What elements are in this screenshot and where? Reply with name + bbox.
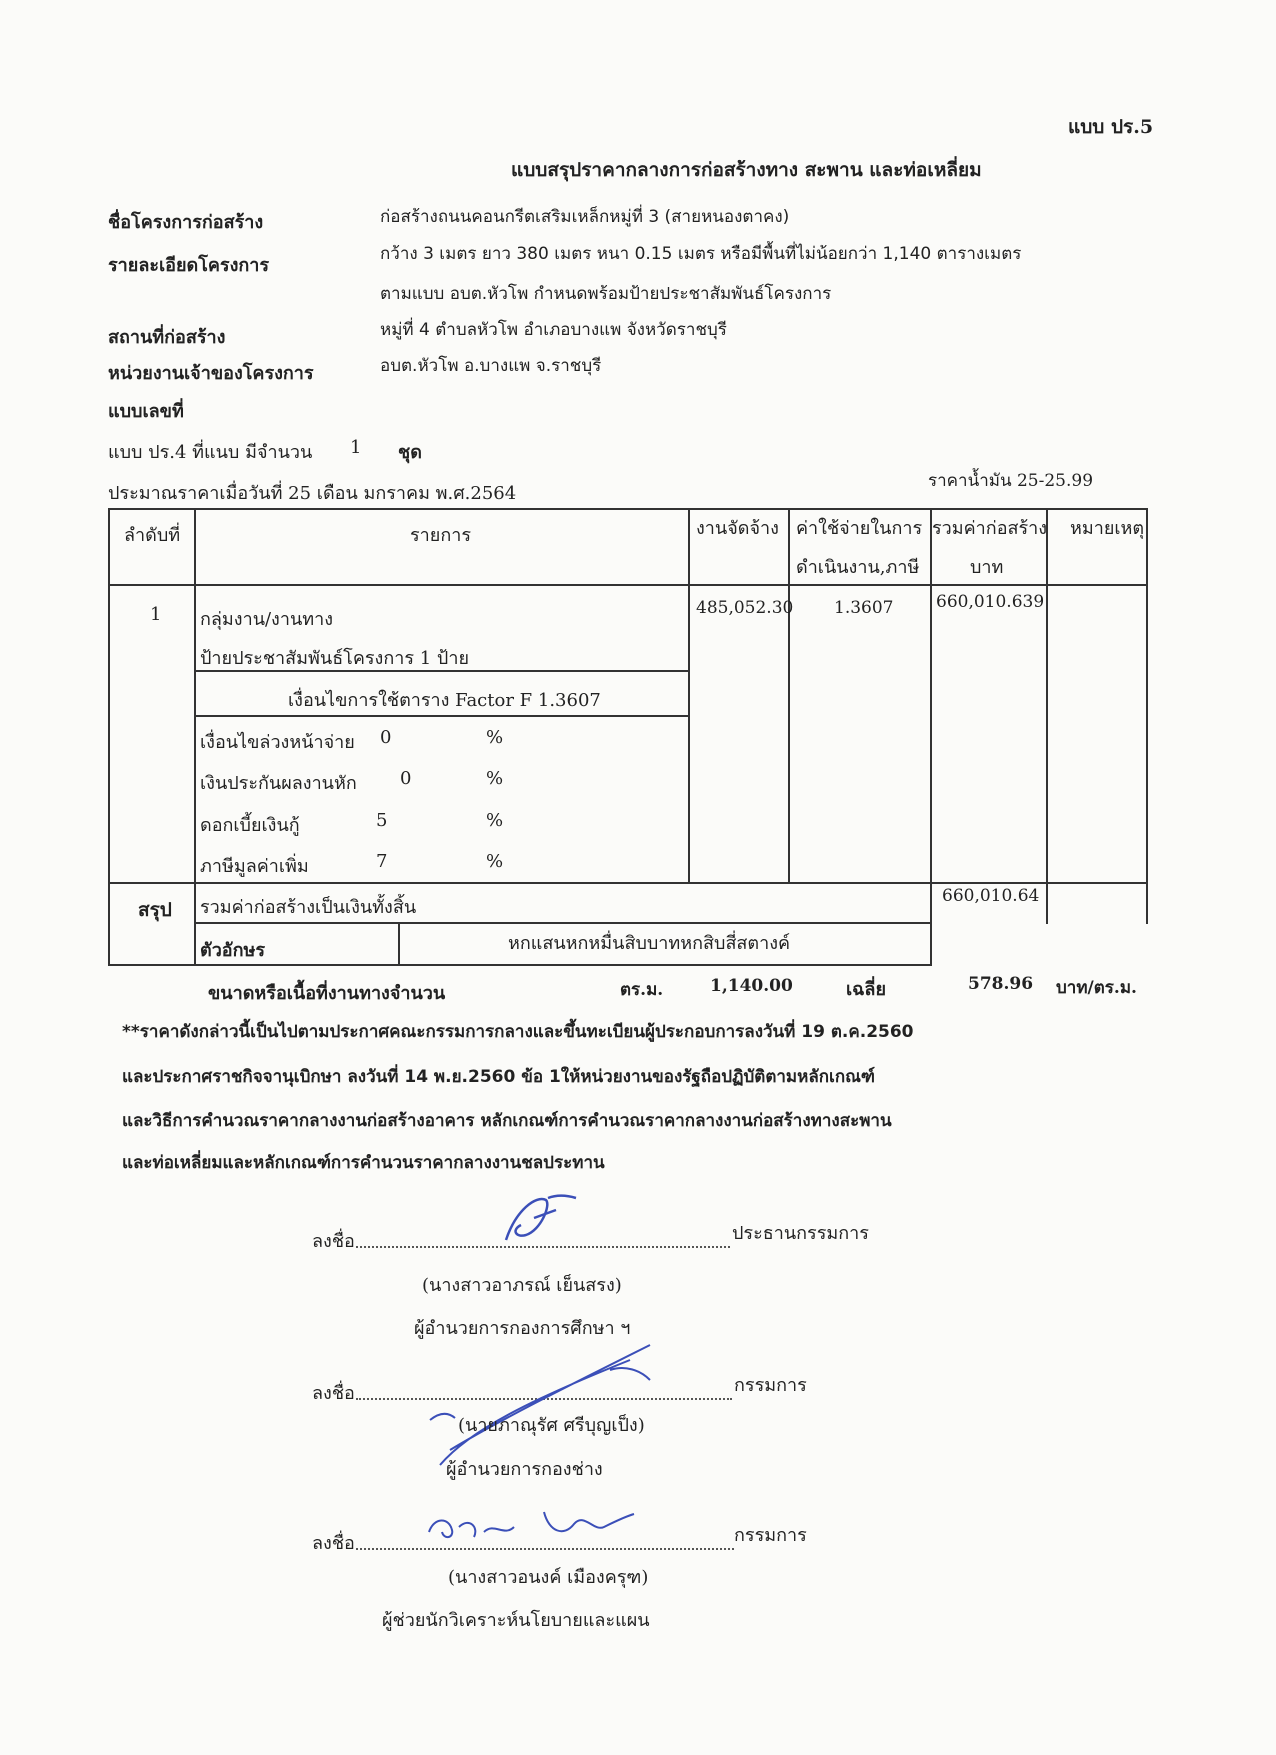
- summary-label: สรุป: [138, 899, 172, 921]
- row-item-1: กลุ่มงาน/งานทาง: [200, 609, 334, 630]
- project-detail-value: กว้าง 3 เมตร ยาว 380 เมตร หนา 0.15 เมตร หรือมีพื้นที่ไม่น้อยกว่า 1,140 ตารางเมตร: [380, 244, 1022, 264]
- signature-mark: [410, 1340, 690, 1470]
- oil-price: ราคาน้ำมัน 25-25.99: [928, 471, 1094, 491]
- signer-position: ผู้อำนวยการกองการศึกษา ฯ: [414, 1318, 631, 1339]
- project-name-label: ชื่อโครงการก่อสร้าง: [108, 212, 264, 233]
- param-unit: %: [486, 727, 504, 748]
- summary-text: รวมค่าก่อสร้างเป็นเงินทั้งสิ้น: [200, 897, 417, 918]
- header-item: รายการ: [410, 525, 471, 546]
- owner-value: อบต.หัวโพ อ.บางแพ จ.ราชบุรี: [380, 356, 602, 376]
- param-unit: %: [486, 851, 504, 872]
- drawing-no-label: แบบเลขที่: [108, 401, 184, 422]
- attachment-count: 1: [350, 437, 362, 458]
- sign-label: ลงชื่อ: [312, 1231, 355, 1252]
- project-detail-value-2: ตามแบบ อบต.หัวโพ กำหนดพร้อมป้ายประชาสัมพันธ์โครงการ: [380, 284, 832, 304]
- param-label: เงื่อนไขล่วงหน้าจ่าย: [200, 732, 355, 753]
- row-contract: 485,052.30: [696, 598, 794, 618]
- header-expense-1: ค่าใช้จ่ายในการ: [796, 518, 923, 539]
- param-unit: %: [486, 768, 504, 789]
- signer-name: (นางสาวอนงค์ เมืองครุฑ): [448, 1567, 649, 1588]
- average-label: เฉลี่ย: [846, 979, 886, 1000]
- area-unit: ตร.ม.: [620, 980, 664, 1000]
- page-title: แบบสรุปราคากลางการก่อสร้างทาง สะพาน และท่อเหลี่ยม: [511, 159, 982, 181]
- header-remark: หมายเหตุ: [1070, 518, 1145, 539]
- param-value: 0: [380, 727, 392, 748]
- signature-mark: [424, 1502, 644, 1552]
- summary-amount: 660,010.64: [942, 886, 1040, 906]
- param-label: เงินประกันผลงานหัก: [200, 773, 357, 794]
- signature-mark: [496, 1190, 586, 1250]
- sign-role: กรรมการ: [734, 1525, 807, 1546]
- header-contract: งานจัดจ้าง: [696, 518, 779, 539]
- param-value: 0: [400, 768, 412, 789]
- param-value: 5: [376, 810, 388, 831]
- header-total-2: บาท: [970, 557, 1004, 578]
- row-total: 660,010.639: [936, 592, 1045, 612]
- project-detail-label: รายละเอียดโครงการ: [108, 255, 270, 276]
- project-name-value: ก่อสร้างถนนคอนกรีตเสริมเหล็กหมู่ที่ 3 (สายหนองตาคง): [380, 207, 790, 227]
- owner-label: หน่วยงานเจ้าของโครงการ: [108, 363, 314, 384]
- area-value: 1,140.00: [710, 976, 793, 996]
- row-no: 1: [150, 604, 162, 625]
- area-label: ขนาดหรือเนื้อที่งานทางจำนวน: [208, 983, 446, 1004]
- estimate-date: ประมาณราคาเมื่อวันที่ 25 เดือน มกราคม พ.ศ.2564: [108, 483, 517, 504]
- signer-position: ผู้ช่วยนักวิเคราะห์นโยบายและแผน: [382, 1610, 650, 1631]
- location-label: สถานที่ก่อสร้าง: [108, 327, 226, 348]
- signer-name: (นางสาวอาภรณ์ เย็นสรง): [422, 1275, 622, 1296]
- average-unit: บาท/ตร.ม.: [1056, 978, 1137, 998]
- note-line: **ราคาดังกล่าวนี้เป็นไปตามประกาศคณะกรรมการกลางและขึ้นทะเบียนผู้ประกอบการลงวันที่ 19 ต.ค.2560: [122, 1022, 914, 1042]
- note-line: และท่อเหลี่ยมและหลักเกณฑ์การคำนวนราคากลางงานชลประทาน: [122, 1153, 605, 1173]
- location-value: หมู่ที่ 4 ตำบลหัวโพ อำเภอบางแพ จังหวัดราชบุรี: [380, 320, 727, 340]
- row-factor: 1.3607: [834, 598, 894, 618]
- sign-role: กรรมการ: [734, 1375, 807, 1396]
- signer-name: (นายภาณุรัศ ศรีบุญเป็ง): [458, 1415, 645, 1436]
- attachment-unit: ชุด: [398, 442, 422, 463]
- average-value: 578.96: [968, 974, 1034, 994]
- sign-label: ลงชื่อ: [312, 1383, 355, 1404]
- form-code: แบบ ปร.5: [1068, 116, 1154, 138]
- row-item-2: ป้ายประชาสัมพันธ์โครงการ 1 ป้าย: [200, 648, 469, 669]
- amount-in-words: หกแสนหกหมื่นสิบบาทหกสิบสี่สตางค์: [508, 933, 791, 954]
- param-label: ภาษีมูลค่าเพิ่ม: [200, 856, 309, 877]
- header-total-1: รวมค่าก่อสร้าง: [932, 518, 1048, 539]
- param-label: ดอกเบี้ยเงินกู้: [200, 815, 300, 836]
- factor-condition: เงื่อนไขการใช้ตาราง Factor F 1.3607: [288, 690, 601, 711]
- note-line: และประกาศราชกิจจานุเบิกษา ลงวันที่ 14 พ.ย.2560 ข้อ 1ให้หน่วยงานของรัฐถือปฏิบัติตามหลักเกณฑ์: [122, 1067, 876, 1087]
- param-unit: %: [486, 810, 504, 831]
- attachment-text: แบบ ปร.4 ที่แนบ มีจำนวน: [108, 442, 313, 463]
- header-no: ลำดับที่: [124, 525, 181, 546]
- sign-label: ลงชื่อ: [312, 1533, 355, 1554]
- words-label: ตัวอักษร: [200, 940, 266, 961]
- param-value: 7: [376, 851, 388, 872]
- sign-role: ประธานกรรมการ: [732, 1223, 869, 1244]
- signer-position: ผู้อำนวยการกองช่าง: [446, 1459, 603, 1480]
- note-line: และวิธีการคำนวณราคากลางงานก่อสร้างอาคาร หลักเกณฑ์การคำนวณราคากลางงานก่อสร้างทางสะพาน: [122, 1111, 892, 1131]
- header-expense-2: ดำเนินงาน,ภาษี: [796, 557, 920, 578]
